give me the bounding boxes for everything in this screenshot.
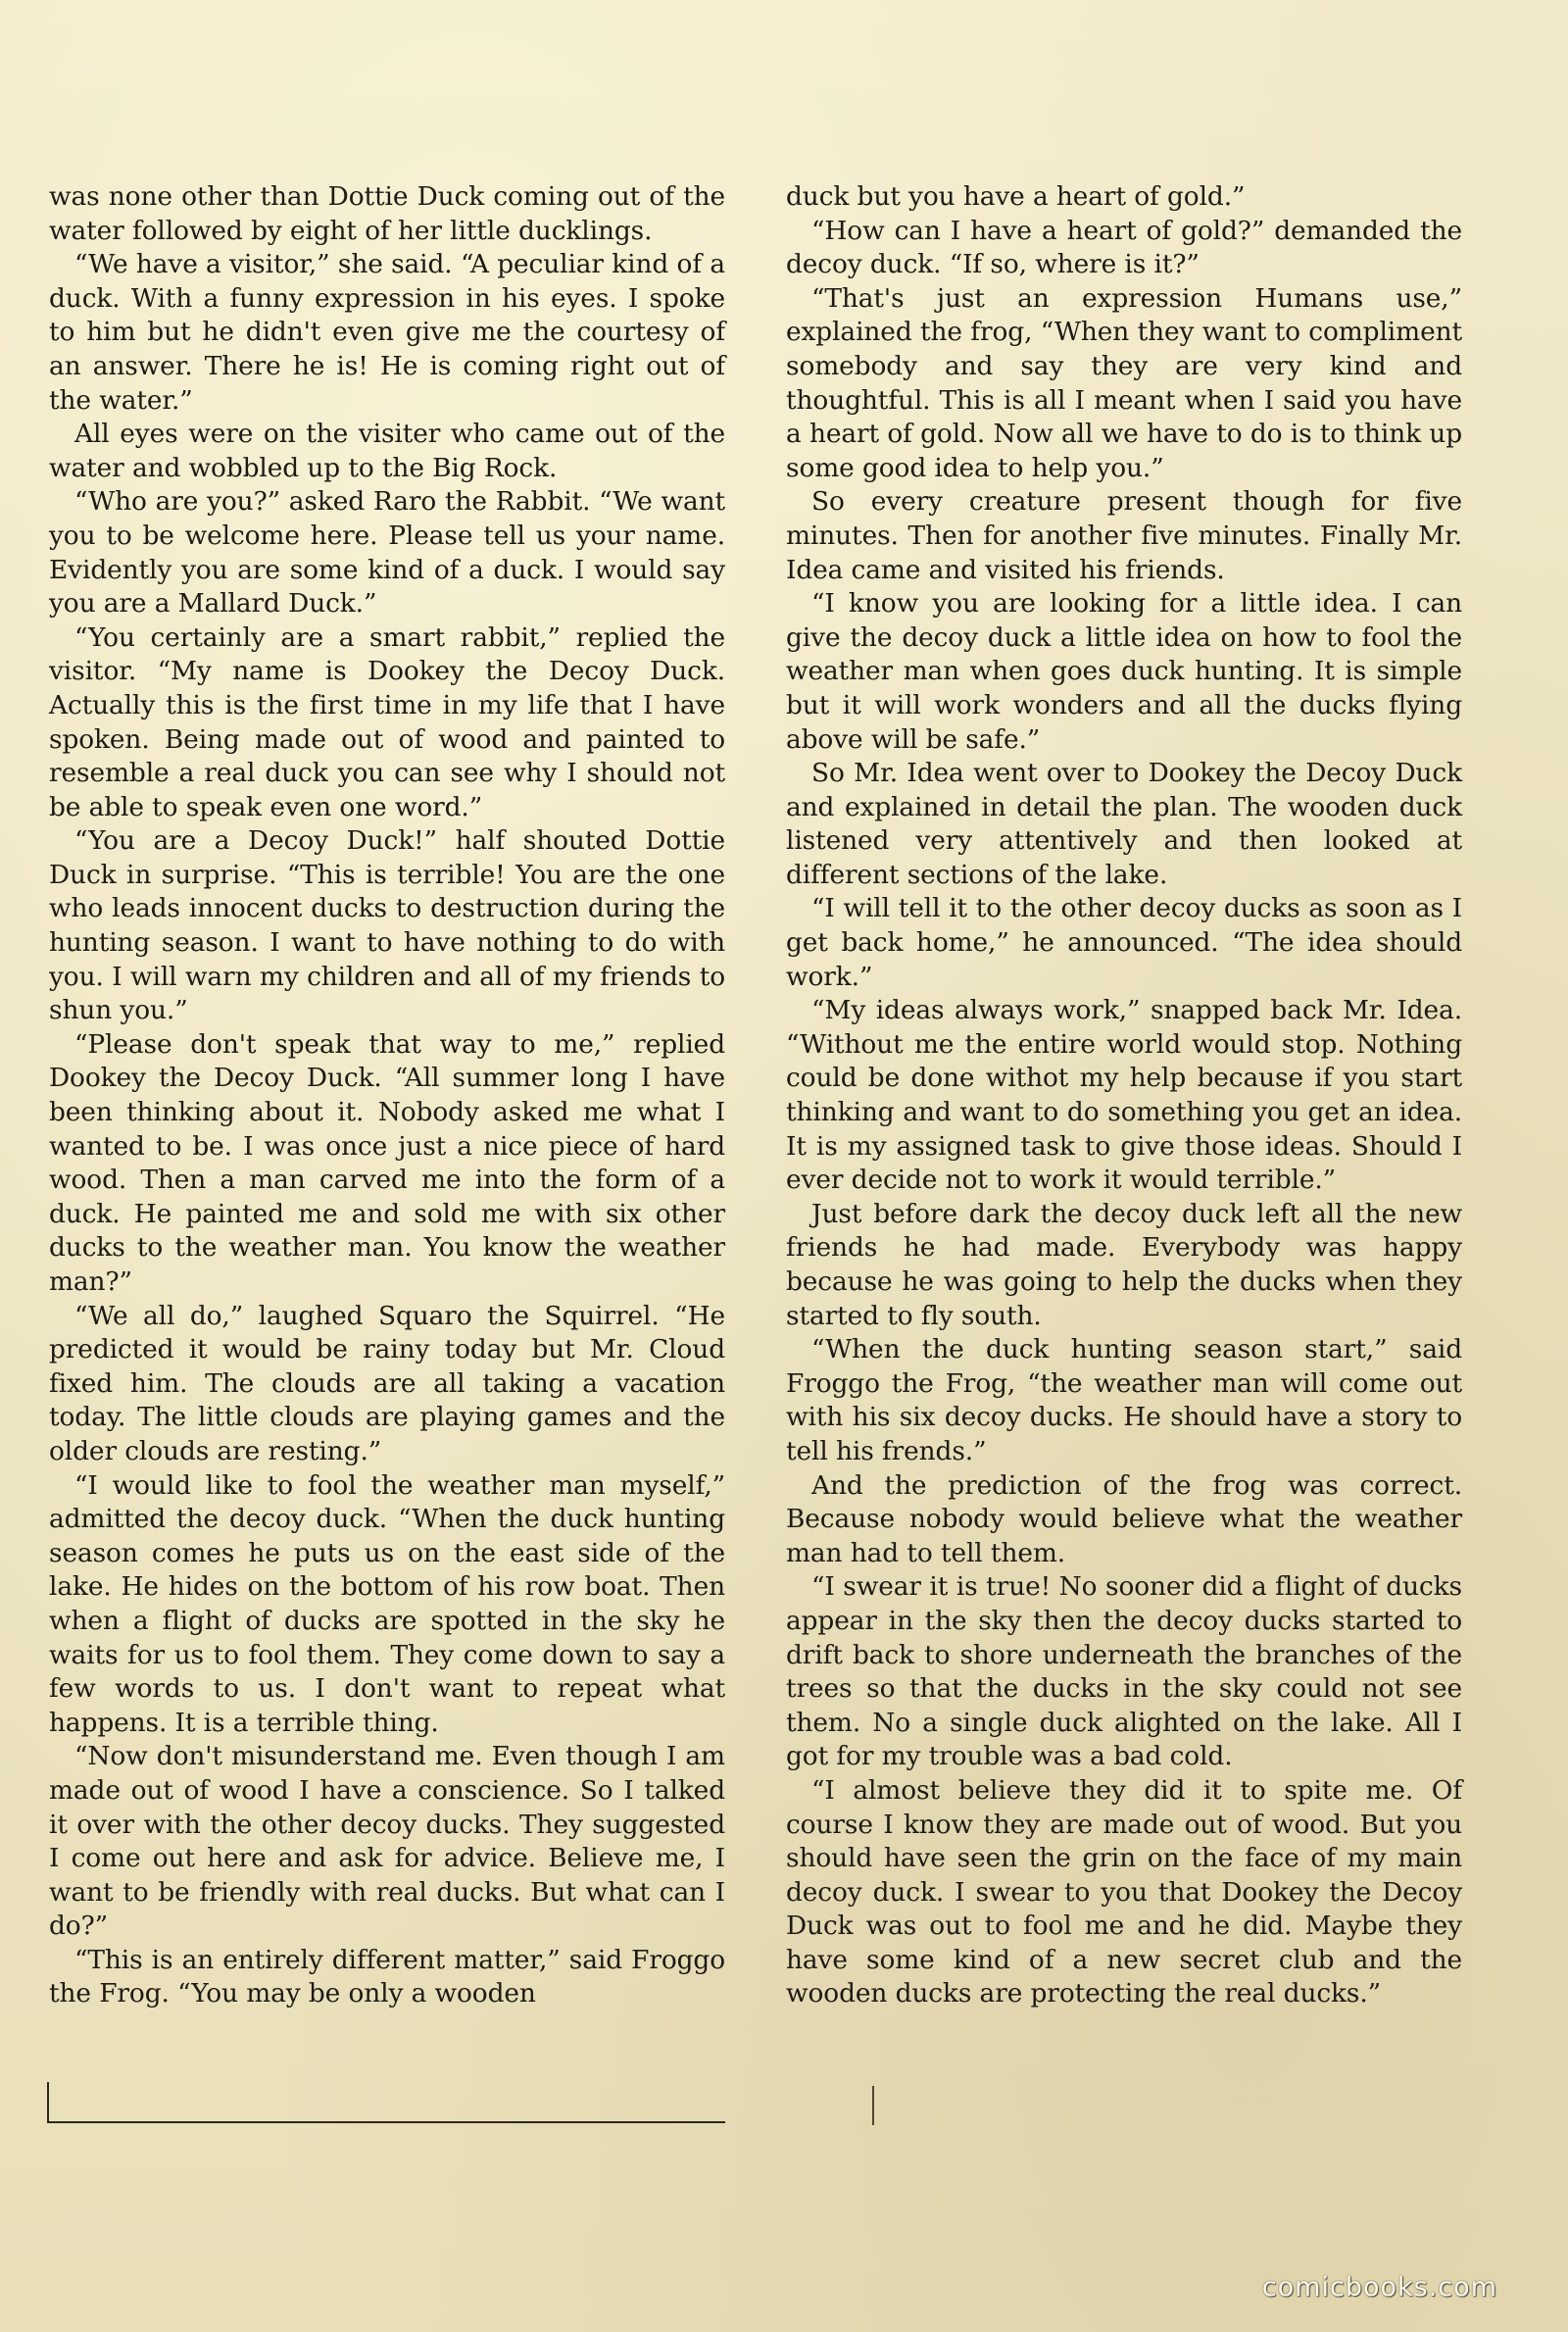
- paragraph: duck but you have a heart of gold.”: [786, 181, 1246, 212]
- paragraph: “I almost believe they did it to spite me. Of course I know they are made out of wood. But you should have seen the grin on the face of my main decoy duck. I swear to you that Dookey the Decoy Duck was out to fool me and he did. Maybe they have some kind of a new secret club and the wooden ducks are protecting the real ducks.”: [786, 1774, 1462, 2009]
- paragraph: “When the duck hunting season start,” said Froggo the Frog, “the weather man will come out with his six decoy ducks. He should have a story to tell his frends.”: [786, 1334, 1462, 1466]
- story-column-left: [49, 180, 725, 2011]
- story-column-right: [786, 180, 1462, 2011]
- paragraph: “Please don't speak that way to me,” replied Dookey the Decoy Duck. “All summer long I have been thinking about it. Nobody asked me what I wanted to be. I was once just a nice piece of hard wood. Then a man carved me into the form of a duck. He painted me and sold me with six other ducks to the weather man. You know the weather man?”: [49, 1028, 725, 1297]
- paragraph: “I will tell it to the other decoy ducks as soon as I get back home,” he announced. “The idea should work.”: [786, 893, 1462, 992]
- paragraph: “How can I have a heart of gold?” demanded the decoy duck. “If so, where is it?”: [786, 215, 1462, 280]
- site-watermark: comicbooks.com: [1261, 2272, 1497, 2303]
- paragraph: And the prediction of the frog was correct. Because nobody would believe what the weather man had to tell them.: [786, 1469, 1462, 1568]
- box-border-left: [47, 2082, 49, 2123]
- paragraph: All eyes were on the visiter who came out of the water and wobbled up to the Big Rock.: [49, 419, 725, 483]
- paragraph: “We all do,” laughed Squaro the Squirrel. “He predicted it would be rainy today but Mr. Cloud fixed him. The clouds are all taking a vacation today. The little clouds are playing games and the older clouds are resting.”: [49, 1300, 725, 1466]
- paragraph: “We have a visitor,” she said. “A peculiar kind of a duck. With a funny expression in his eyes. I spoke to him but he didn't even give me the courtesy of an answer. There he is! He is coming right out of the water.”: [49, 249, 725, 416]
- paragraph: “My ideas always work,” snapped back Mr. Idea. “Without me the entire world would stop. Nothing could be done withot my help because if you start thinking and want to do something you get an idea. It is my assigned task to give those ideas. Should I ever decide not to work it would terrible.”: [786, 995, 1462, 1196]
- paragraph: “I know you are looking for a little idea. I can give the decoy duck a little idea on how to fool the weather man when goes duck hunting. It is simple but it will work wonders and all the ducks flying above will be safe.”: [786, 588, 1462, 755]
- paragraph: “You certainly are a smart rabbit,” replied the visitor. “My name is Dookey the Decoy Duck. Actually this is the first time in my life that I have spoken. Being made out of wood and painted to resemble a real duck you can see why I should not be able to speak even one word.”: [49, 621, 725, 822]
- column-divider-mark: [872, 2086, 874, 2125]
- paragraph: “I swear it is true! No sooner did a flight of ducks appear in the sky then the decoy ducks started to drift back to shore underneath the branches of the trees so that the ducks in the sky could not see them. No a single duck alighted on the lake. All I got for my trouble was a bad cold.: [786, 1571, 1462, 1772]
- paragraph: So Mr. Idea went over to Dookey the Decoy Duck and explained in detail the plan. The wooden duck listened very attentively and then looked at different sections of the lake.: [786, 758, 1462, 890]
- paragraph: So every creature present though for five minutes. Then for another five minutes. Finally Mr. Idea came and visited his friends.: [786, 486, 1462, 585]
- paragraph: “Now don't misunderstand me. Even though I am made out of wood I have a conscience. So I talked it over with the other decoy ducks. They suggested I come out here and ask for advice. Believe me, I want to be friendly with real ducks. But what can I do?”: [49, 1741, 725, 1942]
- box-border-bottom: [49, 2121, 725, 2123]
- paragraph: Just before dark the decoy duck left all the new friends he had made. Everybody was happy because he was going to help the ducks when they started to fly south.: [786, 1198, 1462, 1331]
- paragraph: “That's just an expression Humans use,” explained the frog, “When they want to compliment somebody and say they are very kind and thoughtful. This is all I meant when I said you have a heart of gold. Now all we have to do is to think up some good idea to help you.”: [786, 282, 1462, 483]
- paragraph: “Who are you?” asked Raro the Rabbit. “We want you to be welcome here. Please tell us your name. Evidently you are some kind of a duck. I would say you are a Mallard Duck.”: [49, 486, 725, 620]
- paragraph: was none other than Dottie Duck coming out of the water followed by eight of her little ducklings.: [49, 181, 725, 246]
- paragraph: “I would like to fool the weather man myself,” admitted the decoy duck. “When the duck hunting season comes he puts us on the east side of the lake. He hides on the bottom of his row boat. Then when a flight of ducks are spotted in the sky he waits for us to fool them. They come down to say a few words to us. I don't want to repeat what happens. It is a terrible thing.: [49, 1469, 725, 1738]
- paragraph: “You are a Decoy Duck!” half shouted Dottie Duck in surprise. “This is terrible! You are the one who leads innocent ducks to destruction during the hunting season. I want to have nothing to do with you. I will warn my children and all of my friends to shun you.”: [49, 825, 725, 1026]
- paragraph: “This is an entirely different matter,” said Froggo the Frog. “You may be only a wooden: [49, 1944, 725, 2009]
